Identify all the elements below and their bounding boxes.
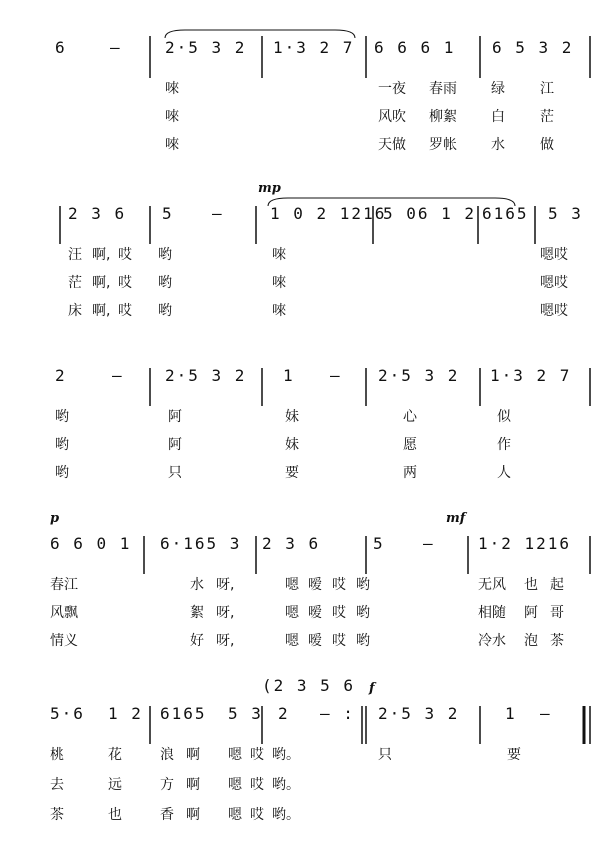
lyric-2-2-1: 茫 [68,275,82,291]
lyric-1-3-2: 天做 [378,137,406,153]
lyric-1-2-3: 柳絮 [429,109,457,125]
note-group-4-3: 2 3 6 [262,534,321,553]
lyric-5-1-8: 只 [378,747,392,763]
lyric-4-1-6: 哎 [332,577,346,593]
lyric-4-3-6: 哎 [332,633,346,649]
note-group-3-1: 2 [55,366,67,385]
lyric-2-3-3: 哎 [118,303,132,319]
lyric-2-1-5: 唻 [272,247,286,263]
lyric-1-2-5: 茫 [540,109,554,125]
lyric-1-1-1: 唻 [165,81,179,97]
note-group-2-2: 5 [162,204,174,223]
lyric-2-2-3: 哎 [118,275,132,291]
lyric-4-3-10: 茶 [550,633,564,649]
lyric-5-2-3: 方 [160,777,174,793]
lyric-3-1-2: 阿 [168,409,182,425]
lyric-1-2-4: 白 [491,109,505,125]
lyric-3-1-5: 似 [497,409,511,425]
lyric-4-1-4: 嗯 [285,577,299,593]
lyric-5-1-1: 桃 [50,747,64,763]
note-group-1-1: 6 [55,38,67,57]
lyric-4-1-9: 也 [524,577,538,593]
note-group-3-7: 1·3 2 7 [490,366,572,385]
lyric-4-3-8: 冷水 [478,633,506,649]
note-group-2-3: — [212,204,224,223]
lyric-1-1-3: 春雨 [429,81,457,97]
note-group-3-6: 2·5 3 2 [378,366,460,385]
note-group-5-9: — [540,704,552,723]
note-group-4-2: 6·165 3 [160,534,242,553]
lyric-1-1-2: 一夜 [378,81,406,97]
lyric-1-2-1: 唻 [165,109,179,125]
lyric-5-3-1: 茶 [50,807,64,823]
lyric-4-2-3: 呀, [216,605,235,621]
lyric-5-3-2: 也 [108,807,122,823]
note-group-5-4: 5 3 [228,704,263,723]
lyric-3-3-4: 两 [403,465,417,481]
lyric-5-2-4: 啊 [186,777,200,793]
lyric-5-3-3: 香 [160,807,174,823]
note-group-5-2: 1 2 [108,704,143,723]
lyric-2-3-5: 唻 [272,303,286,319]
lyric-2-2-4: 哟 [158,275,172,291]
lyric-5-2-2: 远 [108,777,122,793]
lyric-4-3-5: 嗳 [308,633,322,649]
lyric-2-2-2: 啊, [92,275,111,291]
note-group-3-2: — [112,366,124,385]
lyric-1-1-4: 绿 [491,81,505,97]
lyric-3-1-3: 妹 [285,409,299,425]
lyric-5-2-5: 嗯 [228,777,242,793]
lyric-4-3-1: 情义 [50,633,78,649]
lyric-3-3-1: 哟 [55,465,69,481]
lyric-4-2-7: 哟 [356,605,370,621]
note-group-1-3: 2·5 3 2 [165,38,247,57]
lyric-1-3-3: 罗帐 [429,137,457,153]
note-group-3-5: — [330,366,342,385]
lyric-5-3-4: 啊 [186,807,200,823]
dynamic-marking-5-1: f [369,681,375,696]
lyric-1-3-4: 水 [491,137,505,153]
lyric-5-1-7: 哟。 [272,747,300,763]
lyric-4-3-2: 好 [190,633,204,649]
lyric-3-2-3: 妹 [285,437,299,453]
lyric-3-2-2: 阿 [168,437,182,453]
lyric-4-3-3: 呀, [216,633,235,649]
lyric-2-3-2: 啊, [92,303,111,319]
lyric-4-2-4: 嗯 [285,605,299,621]
note-group-2-1: 2 3 6 [68,204,127,223]
lyric-4-1-10: 起 [550,577,564,593]
lyric-5-1-9: 要 [507,747,521,763]
lyric-5-3-5: 嗯 [228,807,242,823]
lyric-4-3-4: 嗯 [285,633,299,649]
note-group-5-8: 1 [505,704,517,723]
lyric-3-3-3: 要 [285,465,299,481]
note-group-5-5: 2 [278,704,290,723]
lyric-4-2-8: 相随 [478,605,506,621]
note-group-5-3: 6165 [160,704,207,723]
intro-bracket-5: (2 3 5 6 [262,676,356,695]
lyric-2-2-5: 唻 [272,275,286,291]
lyric-4-1-5: 嗳 [308,577,322,593]
note-group-5-1: 5·6 [50,704,85,723]
lyric-4-2-1: 风飘 [50,605,78,621]
lyric-4-2-6: 哎 [332,605,346,621]
lyric-3-2-4: 愿 [403,437,417,453]
lyric-5-2-7: 哟。 [272,777,300,793]
lyric-5-3-7: 哟。 [272,807,300,823]
note-group-1-2: — [110,38,122,57]
lyric-4-2-9: 阿 [524,605,538,621]
lyric-5-2-6: 哎 [250,777,264,793]
lyric-2-2-6: 嗯哎 [540,275,568,291]
note-group-4-4: 5 [373,534,385,553]
lyric-3-3-5: 人 [497,465,511,481]
note-group-2-6: 6165 [482,204,529,223]
lyric-2-1-4: 哟 [158,247,172,263]
lyric-2-1-1: 汪 [68,247,82,263]
dynamic-marking-4-1: p [50,511,60,526]
lyric-4-1-8: 无风 [478,577,506,593]
lyric-5-1-3: 浪 [160,747,174,763]
lyric-3-3-2: 只 [168,465,182,481]
lyric-1-2-2: 风吹 [378,109,406,125]
lyric-4-2-2: 絮 [190,605,204,621]
note-group-4-1: 6 6 0 1 [50,534,132,553]
dynamic-marking-2-1: mp [258,181,281,196]
lyric-3-2-5: 作 [497,437,511,453]
lyric-3-2-1: 哟 [55,437,69,453]
note-group-5-7: 2·5 3 2 [378,704,460,723]
lyric-4-1-1: 春江 [50,577,78,593]
lyric-5-1-5: 嗯 [228,747,242,763]
lyric-2-3-1: 床 [68,303,82,319]
note-group-2-7: 5 3 [548,204,583,223]
lyric-2-1-2: 啊, [92,247,111,263]
lyric-1-3-5: 做 [540,137,554,153]
lyric-1-3-1: 唻 [165,137,179,153]
lyric-5-2-1: 去 [50,777,64,793]
lyric-4-2-10: 哥 [550,605,564,621]
lyric-2-3-4: 哟 [158,303,172,319]
lyric-2-1-3: 哎 [118,247,132,263]
lyric-5-1-4: 啊 [186,747,200,763]
note-group-1-5: 6 6 6 1 [374,38,456,57]
note-group-2-5: 5 06 1 2 [383,204,477,223]
note-group-3-4: 1 [283,366,295,385]
lyric-4-3-7: 哟 [356,633,370,649]
lyric-5-3-6: 哎 [250,807,264,823]
lyric-3-1-1: 哟 [55,409,69,425]
lyric-4-1-2: 水 [190,577,204,593]
note-group-4-6: 1·2 1216 [478,534,572,553]
lyric-5-1-6: 哎 [250,747,264,763]
note-group-5-6: — : [320,704,355,723]
lyric-4-1-7: 哟 [356,577,370,593]
note-group-3-3: 2·5 3 2 [165,366,247,385]
note-group-4-5: — [423,534,435,553]
lyric-5-1-2: 花 [108,747,122,763]
note-group-2-4: 1 0 2 1216 [270,204,387,223]
lyric-3-1-4: 心 [403,409,417,425]
note-group-1-4: 1·3 2 7 [273,38,355,57]
lyric-1-1-5: 江 [540,81,554,97]
lyric-4-2-5: 嗳 [308,605,322,621]
note-group-1-6: 6 5 3 2 [492,38,574,57]
lyric-4-1-3: 呀, [216,577,235,593]
lyric-2-1-6: 嗯哎 [540,247,568,263]
slur-1-1 [165,30,355,38]
lyric-2-3-6: 嗯哎 [540,303,568,319]
dynamic-marking-4-2: mf [446,511,466,526]
lyric-4-3-9: 泡 [524,633,538,649]
